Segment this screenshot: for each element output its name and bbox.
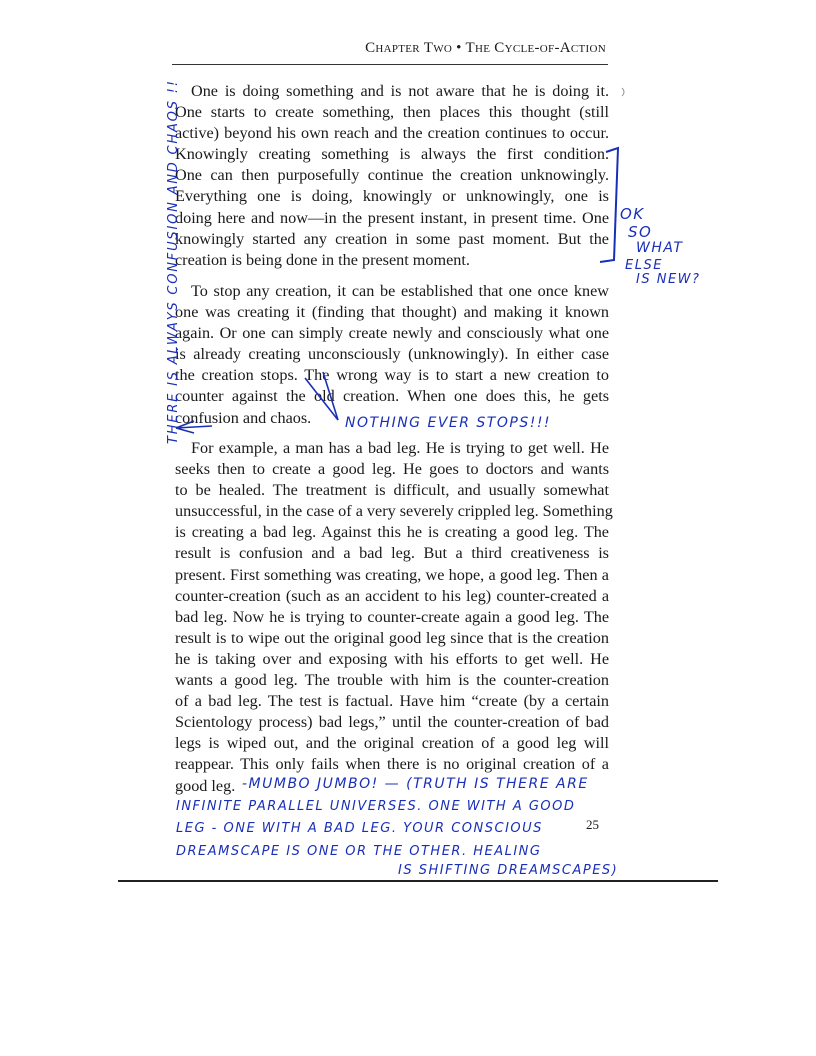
handwritten-else: ELSE <box>625 258 663 273</box>
text-line: One starts to create something, then places this thought (still <box>175 103 609 122</box>
handwritten-footnote-line: -MUMBO JUMBO! — (TRUTH IS THERE ARE <box>242 776 589 792</box>
handwritten-footnote-line: DREAMSCAPE IS ONE OR THE OTHER. HEALING <box>176 844 542 859</box>
text-line: of a bad leg. The test is factual. Have him “create (by a certain <box>175 692 609 711</box>
handwritten-footnote-line: IS SHIFTING DREAMSCAPES) <box>398 863 619 878</box>
arrow-icon <box>176 421 212 433</box>
text-line: counter-creation (such as an accident to his leg) counter-created a <box>175 586 609 605</box>
text-line: legs is wiped out, and the original creation of a good leg will <box>175 734 609 753</box>
handwritten-what: WHAT <box>636 240 684 256</box>
text-line: creation is being done in the present moment. <box>175 250 470 269</box>
text-line: is already creating unconsciously (unknowingly). In either case <box>175 345 609 364</box>
text-line: present. First something was creating, we hope, a good leg. Then a <box>175 565 609 584</box>
text-line: to be healed. The treatment is difficult, and usually somewhat <box>175 481 609 500</box>
text-line: reappear. This only fails when there is no original creation of a <box>175 755 609 774</box>
text-line: seeks then to create a good leg. He goes to doctors and wants <box>175 460 609 479</box>
text-line: One is doing something and is not aware that he is doing it. <box>191 82 609 100</box>
text-line: active) beyond his own reach and the creation continues to occur. <box>175 124 609 143</box>
running-head: Chapter Two • The Cycle-of-Action <box>365 40 606 56</box>
text-line: One can then purposefully continue the creation unknowingly. <box>175 166 609 185</box>
handwritten-ok: OK <box>620 205 645 223</box>
text-line: result is to wipe out the original good leg since that is the creation <box>175 628 609 647</box>
text-line: knowingly started any creation in some past moment. But the <box>175 229 609 248</box>
text-line: one was creating it (finding that thought) and making it known <box>175 303 609 322</box>
page-number: 25 <box>586 817 599 832</box>
handwritten-is-new: IS NEW? <box>636 272 701 287</box>
text-line: doing here and now—in the present instant, in present time. One <box>175 208 609 227</box>
text-line: unsuccessful, in the case of a very severely crippled leg. Something <box>175 502 613 521</box>
text-line: good leg. <box>175 776 236 795</box>
text-line: confusion and chaos. <box>175 408 312 427</box>
text-line: again. Or one can simply create newly and consciously what one <box>175 324 609 343</box>
text-line: the creation stops. The wrong way is to start a new creation to <box>175 366 609 385</box>
text-line: Everything one is doing, knowingly or unknowingly, one is <box>175 187 609 206</box>
text-line: bad leg. Now he is trying to counter-create again a good leg. The <box>175 607 609 626</box>
margin-bracket <box>600 148 618 262</box>
text-line: is creating a bad leg. Against this he is creating a good leg. The <box>175 523 609 542</box>
check-mark <box>305 372 338 420</box>
text-line: For example, a man has a bad leg. He is trying to get well. He <box>191 439 609 457</box>
handwritten-footnote-line: INFINITE PARALLEL UNIVERSES. ONE WITH A GOOD <box>176 799 576 814</box>
text-line: Scientology process) bad legs,” until the counter-creation of bad <box>175 713 609 732</box>
text-line: he is taking over and exposing with his efforts to get well. He <box>175 649 609 668</box>
text-line: wants a good leg. The trouble with him is the counter-creation <box>175 671 609 690</box>
handwritten-footnote-line: LEG - ONE WITH A BAD LEG. YOUR CONSCIOUS <box>176 821 543 836</box>
text-line: result is confusion and a bad leg. But a third creativeness is <box>175 544 609 563</box>
handwritten-nothing-stops: NOTHING EVER STOPS!!! <box>345 415 552 431</box>
text-line: To stop any creation, it can be established that one once knew <box>191 282 609 300</box>
stray-mark <box>622 88 624 96</box>
handwritten-margin-note: THERE IS ALWAYS CONFUSION AND CHAOS !! <box>166 79 181 444</box>
text-line: counter against the old creation. When one does this, he gets <box>175 387 609 406</box>
handwritten-so: SO <box>628 223 653 241</box>
text-line: Knowingly creating something is always the first condition. <box>175 145 609 164</box>
